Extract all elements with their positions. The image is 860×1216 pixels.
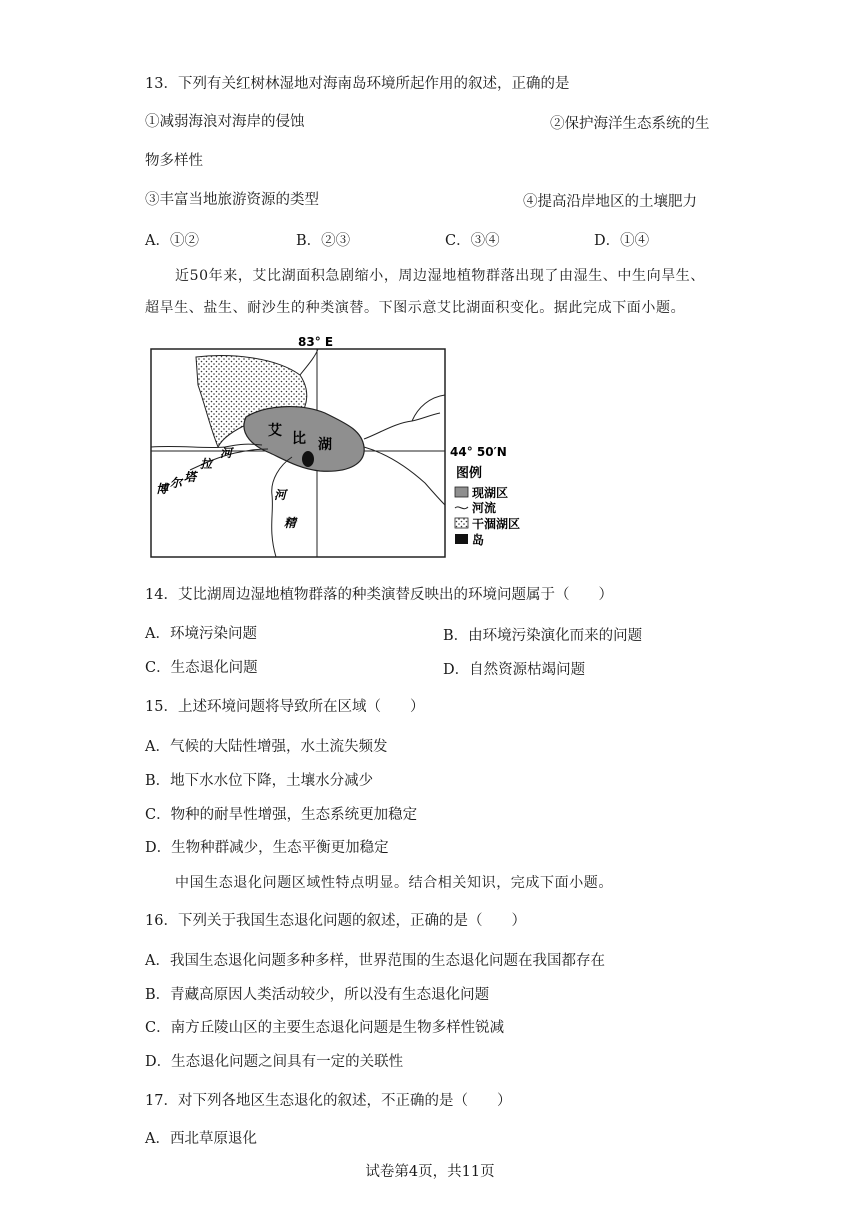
river-bole-char-3: 塔 [184, 470, 197, 484]
legend-river: 河流 [472, 501, 497, 515]
q15-option-d: D．生物种群减少，生态平衡更加稳定 [145, 840, 389, 856]
intro2: 中国生态退化问题区域性特点明显。结合相关知识，完成下面小题。 [175, 875, 613, 891]
river-jing [272, 457, 292, 557]
q16-stem: 16．下列关于我国生态退化问题的叙述，正确的是（ ） [145, 913, 526, 929]
ebinur-lake-map [150, 335, 550, 565]
river-bole-char-4: 拉 [200, 457, 213, 471]
river-jing-char-1: 精 [284, 516, 297, 530]
q15-option-c: C．物种的耐旱性增强，生态系统更加稳定 [145, 807, 418, 823]
q17-option-a: A．西北草原退化 [145, 1131, 257, 1147]
river-bole-char-2: 尔 [170, 476, 183, 490]
river-north [300, 349, 318, 375]
legend-swatch-river [455, 507, 468, 509]
q16-option-b: B．青藏高原因人类活动较少，所以没有生态退化问题 [145, 987, 490, 1003]
page-footer: 试卷第4页，共11页 [365, 1164, 495, 1180]
q13-option-c: C．③④ [445, 233, 500, 249]
lake-char-2: 比 [292, 431, 306, 447]
river-bole-char-1: 博 [156, 482, 169, 496]
q13-option-a: A．①② [145, 233, 199, 249]
river-bole-char-5: 河 [220, 446, 233, 460]
q13-option-b: B．②③ [296, 233, 351, 249]
q17-stem: 17．对下列各地区生态退化的叙述，不正确的是（ ） [145, 1093, 512, 1109]
q16-option-c: C．南方丘陵山区的主要生态退化问题是生物多样性锐减 [145, 1020, 505, 1036]
legend-swatch-dry [455, 518, 468, 528]
q14-option-d: D．自然资源枯竭问题 [443, 662, 586, 678]
lake-char-1: 艾 [268, 423, 282, 439]
intro1-line1: 近50年来，艾比湖面积急剧缩小，周边湿地植物群落出现了由湿生、中生向旱生、 [175, 268, 706, 284]
q15-stem: 15．上述环境问题将导致所在区域（ ） [145, 699, 425, 715]
q14-stem: 14．艾比湖周边湿地植物群落的种类演替反映出的环境问题属于（ ） [145, 587, 613, 603]
intro1-line2: 超旱生、盐生、耐沙生的种类演替。下图示意艾比湖面积变化。据此完成下面小题。 [145, 300, 686, 316]
river-east [364, 413, 440, 439]
q13-statement-2a: ②保护海洋生态系统的生 [550, 116, 710, 132]
river-ne [412, 395, 445, 421]
longitude-label: 83° E [298, 335, 334, 349]
q16-option-a: A．我国生态退化问题多种多样，世界范围的生态退化问题在我国都存在 [145, 953, 605, 969]
lake-char-3: 湖 [318, 437, 332, 453]
island [302, 451, 314, 467]
q13-stem: 13．下列有关红树林湿地对海南岛环境所起作用的叙述，正确的是 [145, 76, 570, 92]
river-east-2 [364, 447, 445, 505]
legend-island: 岛 [472, 533, 485, 547]
q16-option-d: D．生态退化问题之间具有一定的关联性 [145, 1054, 404, 1070]
q13-statement-1: ①减弱海浪对海岸的侵蚀 [145, 114, 305, 130]
legend-swatch-lake [455, 487, 468, 497]
q13-option-d: D．①④ [594, 233, 650, 249]
q14-option-b: B．由环境污染演化而来的问题 [443, 628, 643, 644]
q13-statement-4: ④提高沿岸地区的土壤肥力 [523, 194, 697, 210]
legend-title: 图例 [456, 466, 483, 481]
q13-statement-2b: 物多样性 [145, 153, 203, 169]
legend-dry-lake: 干涸湖区 [472, 517, 521, 531]
legend-swatch-island [455, 534, 468, 544]
legend-current-lake: 现湖区 [472, 486, 509, 500]
river-bole [151, 444, 262, 447]
q14-option-c: C．生态退化问题 [145, 660, 258, 676]
q14-option-a: A．环境污染问题 [145, 626, 257, 642]
q15-option-a: A．气候的大陆性增强，水土流失频发 [145, 739, 388, 755]
q13-statement-3: ③丰富当地旅游资源的类型 [145, 192, 319, 208]
q15-option-b: B．地下水水位下降，土壤水分减少 [145, 773, 374, 789]
river-jing-char-2: 河 [274, 488, 287, 502]
latitude-label: 44° 50′N [450, 445, 507, 459]
